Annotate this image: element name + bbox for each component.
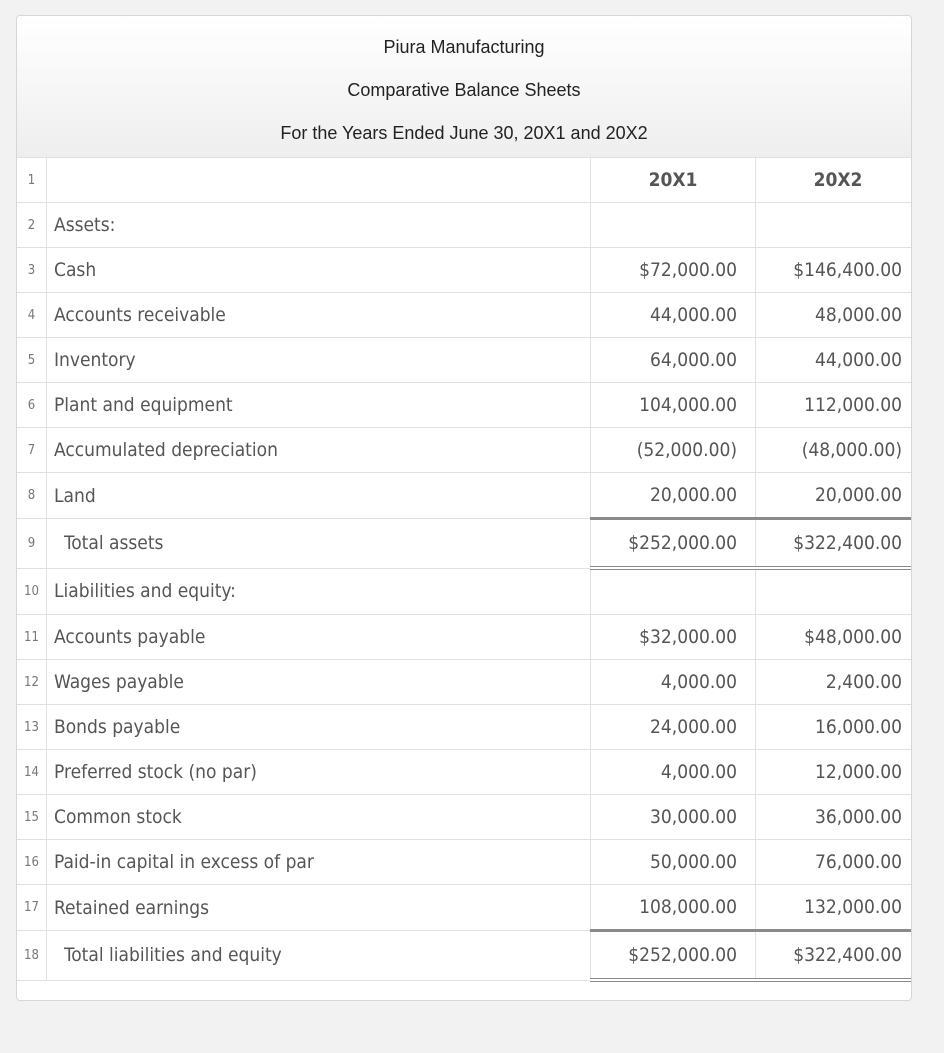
- value-20x1[interactable]: 104,000.00: [591, 383, 756, 428]
- value-20x2[interactable]: 36,000.00: [756, 795, 913, 840]
- row-number: 4: [17, 293, 47, 338]
- value-20x2[interactable]: 132,000.00: [756, 885, 913, 931]
- value-20x1[interactable]: 108,000.00: [591, 885, 756, 931]
- value-20x1[interactable]: [591, 568, 756, 615]
- table-row: [17, 293, 913, 338]
- table-row: [17, 660, 913, 705]
- value-20x1[interactable]: 20,000.00: [591, 473, 756, 519]
- row-label[interactable]: Wages payable: [47, 660, 591, 705]
- value-20x1[interactable]: $72,000.00: [591, 248, 756, 293]
- row-number: 15: [17, 795, 47, 840]
- row-label[interactable]: Land: [47, 473, 591, 519]
- value-20x2[interactable]: 16,000.00: [756, 705, 913, 750]
- value-20x1[interactable]: 4,000.00: [591, 660, 756, 705]
- row-number: 12: [17, 660, 47, 705]
- table-row: [17, 248, 913, 293]
- table-row: [17, 473, 913, 519]
- value-20x2[interactable]: 2,400.00: [756, 660, 913, 705]
- value-20x1[interactable]: 64,000.00: [591, 338, 756, 383]
- value-20x1[interactable]: 30,000.00: [591, 795, 756, 840]
- value-20x1[interactable]: [591, 203, 756, 248]
- row-label[interactable]: Preferred stock (no par): [47, 750, 591, 795]
- row-label[interactable]: Inventory: [47, 338, 591, 383]
- total-value-20x1[interactable]: $252,000.00: [591, 519, 756, 569]
- row-number: 5: [17, 338, 47, 383]
- value-20x2[interactable]: $48,000.00: [756, 615, 913, 660]
- table-row: [17, 840, 913, 885]
- row-label[interactable]: Accounts receivable: [47, 293, 591, 338]
- value-20x1[interactable]: 4,000.00: [591, 750, 756, 795]
- table-row: [17, 885, 913, 931]
- value-20x1[interactable]: (52,000.00): [591, 428, 756, 473]
- value-20x2[interactable]: (48,000.00): [756, 428, 913, 473]
- row-number: 13: [17, 705, 47, 750]
- table-row: [17, 428, 913, 473]
- table-row: [17, 750, 913, 795]
- table-row: [17, 568, 913, 615]
- value-20x2[interactable]: 20,000.00: [756, 473, 913, 519]
- value-20x2[interactable]: 112,000.00: [756, 383, 913, 428]
- balance-sheet-card: [16, 15, 912, 1001]
- total-value-20x2[interactable]: $322,400.00: [756, 519, 913, 569]
- value-20x2[interactable]: 76,000.00: [756, 840, 913, 885]
- row-label[interactable]: Bonds payable: [47, 705, 591, 750]
- row-number: 8: [17, 473, 47, 519]
- table-row-total: [17, 931, 913, 981]
- row-number: 1: [17, 158, 47, 203]
- row-number: 6: [17, 383, 47, 428]
- table-row: [17, 158, 913, 203]
- table-row: [17, 338, 913, 383]
- row-number: 3: [17, 248, 47, 293]
- row-label[interactable]: Total liabilities and equity: [47, 931, 591, 981]
- row-number: 16: [17, 840, 47, 885]
- table-row: [17, 383, 913, 428]
- row-number: 11: [17, 615, 47, 660]
- column-header-20x1[interactable]: 20X1: [591, 158, 756, 203]
- value-20x2[interactable]: 44,000.00: [756, 338, 913, 383]
- row-number: 14: [17, 750, 47, 795]
- value-20x1[interactable]: 24,000.00: [591, 705, 756, 750]
- table-row: [17, 795, 913, 840]
- value-20x2[interactable]: 48,000.00: [756, 293, 913, 338]
- company-name: Piura Manufacturing: [383, 37, 545, 57]
- total-value-20x1[interactable]: $252,000.00: [591, 931, 756, 981]
- row-label[interactable]: Cash: [47, 248, 591, 293]
- row-label[interactable]: Plant and equipment: [47, 383, 591, 428]
- row-number: 10: [17, 568, 47, 615]
- value-20x1[interactable]: $32,000.00: [591, 615, 756, 660]
- row-label[interactable]: Liabilities and equity:: [47, 568, 591, 615]
- value-20x2[interactable]: [756, 568, 913, 615]
- row-number: 17: [17, 885, 47, 931]
- row-number: 2: [17, 203, 47, 248]
- row-label[interactable]: Total assets: [47, 519, 591, 569]
- value-20x1[interactable]: 50,000.00: [591, 840, 756, 885]
- balance-sheet-table: [16, 157, 912, 982]
- row-number: 9: [17, 519, 47, 569]
- row-label[interactable]: Assets:: [47, 203, 591, 248]
- column-header-20x2[interactable]: 20X2: [756, 158, 913, 203]
- value-20x1[interactable]: 44,000.00: [591, 293, 756, 338]
- table-row: [17, 203, 913, 248]
- row-label[interactable]: Paid-in capital in excess of par: [47, 840, 591, 885]
- statement-header: [17, 16, 911, 157]
- table-row: [17, 705, 913, 750]
- row-label[interactable]: Accumulated depreciation: [47, 428, 591, 473]
- total-value-20x2[interactable]: $322,400.00: [756, 931, 913, 981]
- table-row: [17, 615, 913, 660]
- row-label[interactable]: Retained earnings: [47, 885, 591, 931]
- row-number: 18: [17, 931, 47, 981]
- statement-period: For the Years Ended June 30, 20X1 and 20X2: [280, 123, 648, 143]
- row-label[interactable]: Accounts payable: [47, 615, 591, 660]
- value-20x2[interactable]: 12,000.00: [756, 750, 913, 795]
- table-row-total: [17, 519, 913, 569]
- row-label[interactable]: [47, 158, 591, 203]
- value-20x2[interactable]: $146,400.00: [756, 248, 913, 293]
- value-20x2[interactable]: [756, 203, 913, 248]
- row-label[interactable]: Common stock: [47, 795, 591, 840]
- row-number: 7: [17, 428, 47, 473]
- statement-title: Comparative Balance Sheets: [347, 80, 581, 100]
